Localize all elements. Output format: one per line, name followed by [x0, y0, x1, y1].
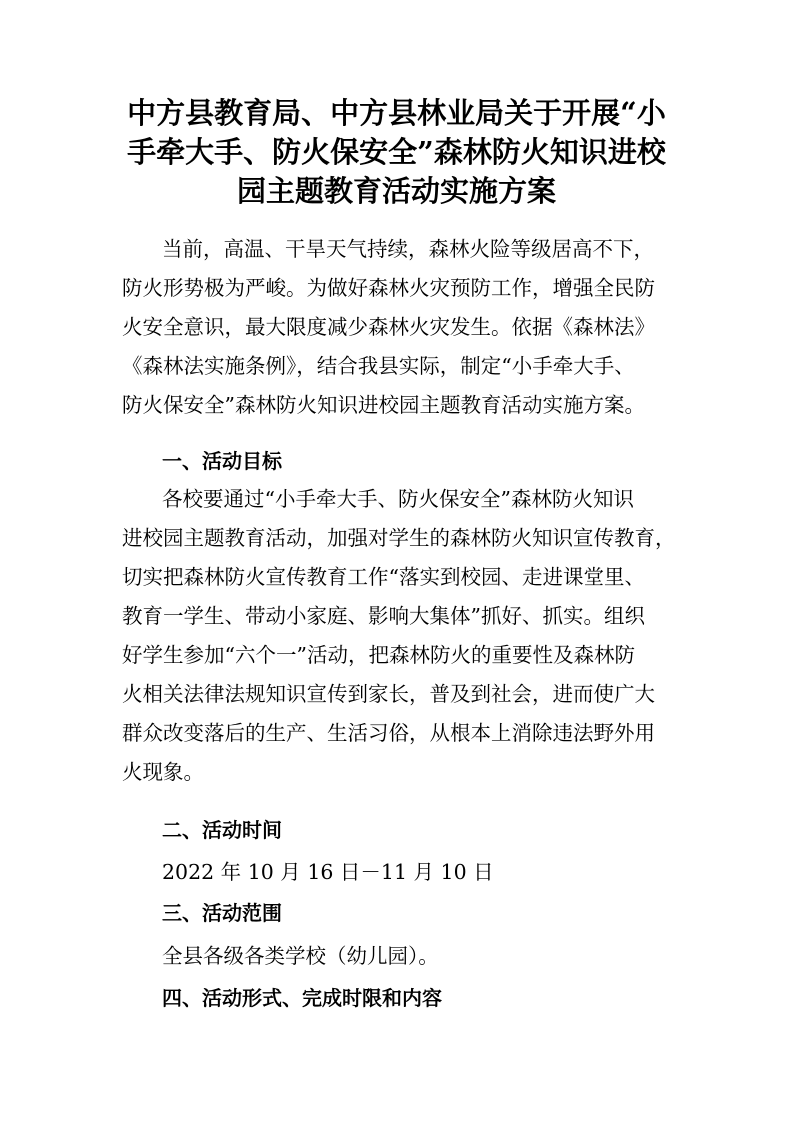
section-1-line-2: 进校园主题教育活动，加强对学生的森林防火知识宣传教育， [122, 526, 676, 550]
intro-line-5: 防火保安全”森林防火知识进校园主题教育活动实施方案。 [122, 393, 645, 417]
section-1-line-4: 教育一学生、带动小家庭、影响大集体”抓好、抓实。组织 [122, 604, 645, 628]
section-1-line-5: 好学生参加“六个一”活动，把森林防火的重要性及森林防 [122, 643, 635, 667]
document-title [100, 94, 693, 211]
section-3-heading: 三、活动范围 [162, 901, 282, 925]
section-1-line-3: 切实把森林防火宣传教育工作“落实到校园、走进课堂里、 [122, 565, 645, 589]
section-2-text-block [122, 853, 494, 892]
title-line-2: 手牵大手、防火保安全”森林防火知识进校 [127, 135, 666, 169]
section-1-heading: 一、活动目标 [162, 449, 282, 473]
intro-line-2: 防火形势极为严峻。为做好森林火灾预防工作，增强全民防 [122, 276, 655, 300]
intro-line-1: 当前，高温、干旱天气持续，森林火险等级居高不下， [162, 237, 654, 261]
section-4-heading: 四、活动形式、完成时限和内容 [162, 986, 442, 1010]
title-line-3: 园主题教育活动实施方案 [236, 174, 556, 208]
title-line-1: 中方县教育局、中方县林业局关于开展“小 [127, 96, 666, 130]
section-3-text-block [122, 937, 439, 976]
intro-paragraph [122, 230, 655, 425]
section-1-line-6: 火相关法律法规知识宣传到家长，普及到社会，进而使广大 [122, 682, 655, 706]
section-1-paragraph [122, 480, 676, 792]
intro-line-3: 火安全意识，最大限度减少森林火灾发生。依据《森林法》 [122, 315, 655, 339]
intro-line-4: 《森林法实施条例》，结合我县实际，制定“小手牵大手、 [122, 354, 635, 378]
section-1-line-7: 群众改变落后的生产、生活习俗，从根本上消除违法野外用 [122, 721, 655, 745]
section-3-text: 全县各级各类学校（幼儿园）。 [162, 944, 439, 968]
section-2-text: 2022 年 10 月 16 日－11 月 10 日 [162, 860, 494, 884]
section-2-heading: 二、活动时间 [162, 818, 282, 842]
section-1-line-8: 火现象。 [122, 760, 204, 784]
section-1-line-1: 各校要通过“小手牵大手、防火保安全”森林防火知识 [162, 487, 634, 511]
